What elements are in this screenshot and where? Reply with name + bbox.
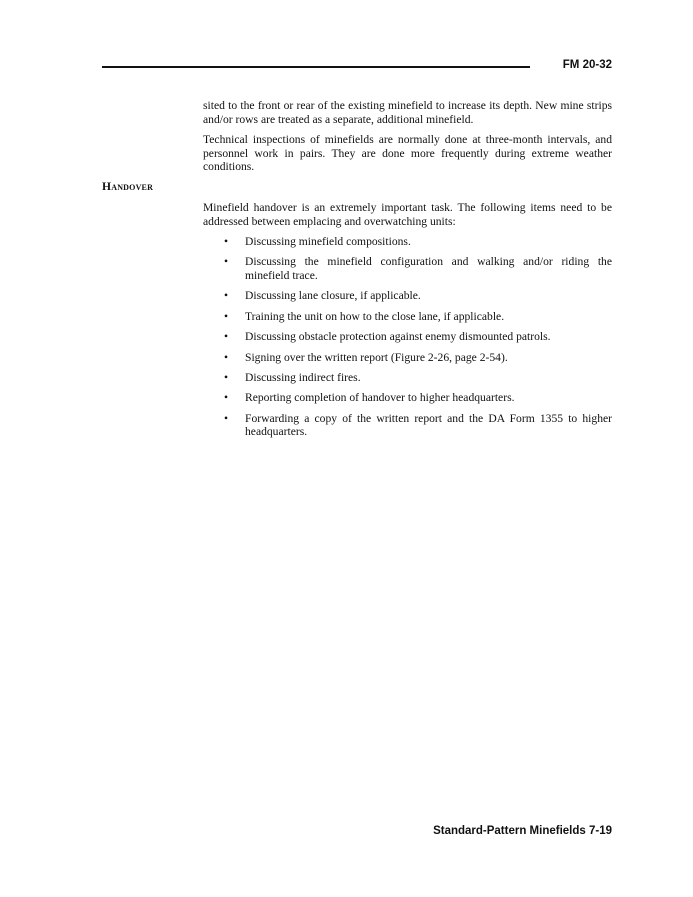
list-item — [224, 412, 612, 439]
list-item — [224, 310, 612, 324]
list-item-text: Discussing obstacle protection against enemy dismounted patrols. — [245, 330, 551, 344]
list-item-text: Discussing the minefield configuration and walking and/or riding the minefield trace. — [245, 255, 612, 282]
bullet-icon: • — [224, 255, 229, 269]
list-item — [224, 351, 612, 365]
continuation-paragraph — [203, 99, 612, 126]
bullet-icon: • — [224, 391, 229, 405]
header-rule — [102, 66, 530, 68]
footer-chapter-page: Standard-Pattern Minefields 7-19 — [433, 825, 612, 837]
handover-intro-paragraph — [203, 201, 612, 228]
bullet-icon: • — [224, 411, 229, 425]
bullet-icon: • — [224, 330, 229, 344]
list-item-text: Discussing minefield compositions. — [245, 235, 411, 248]
bullet-icon: • — [224, 235, 229, 248]
continuation-paragraph-text: sited to the front or rear of the existing minefield to increase its depth. New mine strips and/or rows are treated as a separate, additional minefield. — [203, 99, 612, 126]
bullet-icon: • — [224, 350, 229, 364]
list-item — [224, 371, 612, 385]
list-item — [224, 289, 612, 303]
list-item — [224, 391, 612, 405]
bullet-icon: • — [224, 370, 229, 384]
bullet-icon: • — [224, 289, 229, 303]
list-item-text: Training the unit on how to the close lane, if applicable. — [245, 309, 505, 323]
list-item-text: Discussing indirect fires. — [245, 370, 361, 384]
list-item — [224, 255, 612, 282]
list-item — [224, 330, 612, 344]
list-item-text: Discussing lane closure, if applicable. — [245, 289, 421, 303]
handover-heading: Handover — [102, 180, 154, 193]
list-item-text: Forwarding a copy of the written report and the DA Form 1355 to higher headquarters. — [245, 411, 612, 439]
manual-code: FM 20-32 — [562, 59, 612, 71]
list-item — [224, 235, 612, 249]
list-item-text: Signing over the written report (Figure 2-26, page 2-54). — [245, 350, 508, 364]
list-item-text: Reporting completion of handover to higher headquarters. — [245, 391, 515, 405]
inspections-paragraph — [203, 133, 612, 174]
handover-items-list — [224, 235, 612, 446]
handover-intro-text: Minefield handover is an extremely important task. The following items need to be addressed between emplacing and overwatching units: — [203, 201, 612, 228]
bullet-icon: • — [224, 309, 229, 323]
inspections-paragraph-text: Technical inspections of minefields are normally done at three-month intervals, and personnel work in pairs. They are done more frequently during extreme weather conditions. — [203, 133, 612, 174]
